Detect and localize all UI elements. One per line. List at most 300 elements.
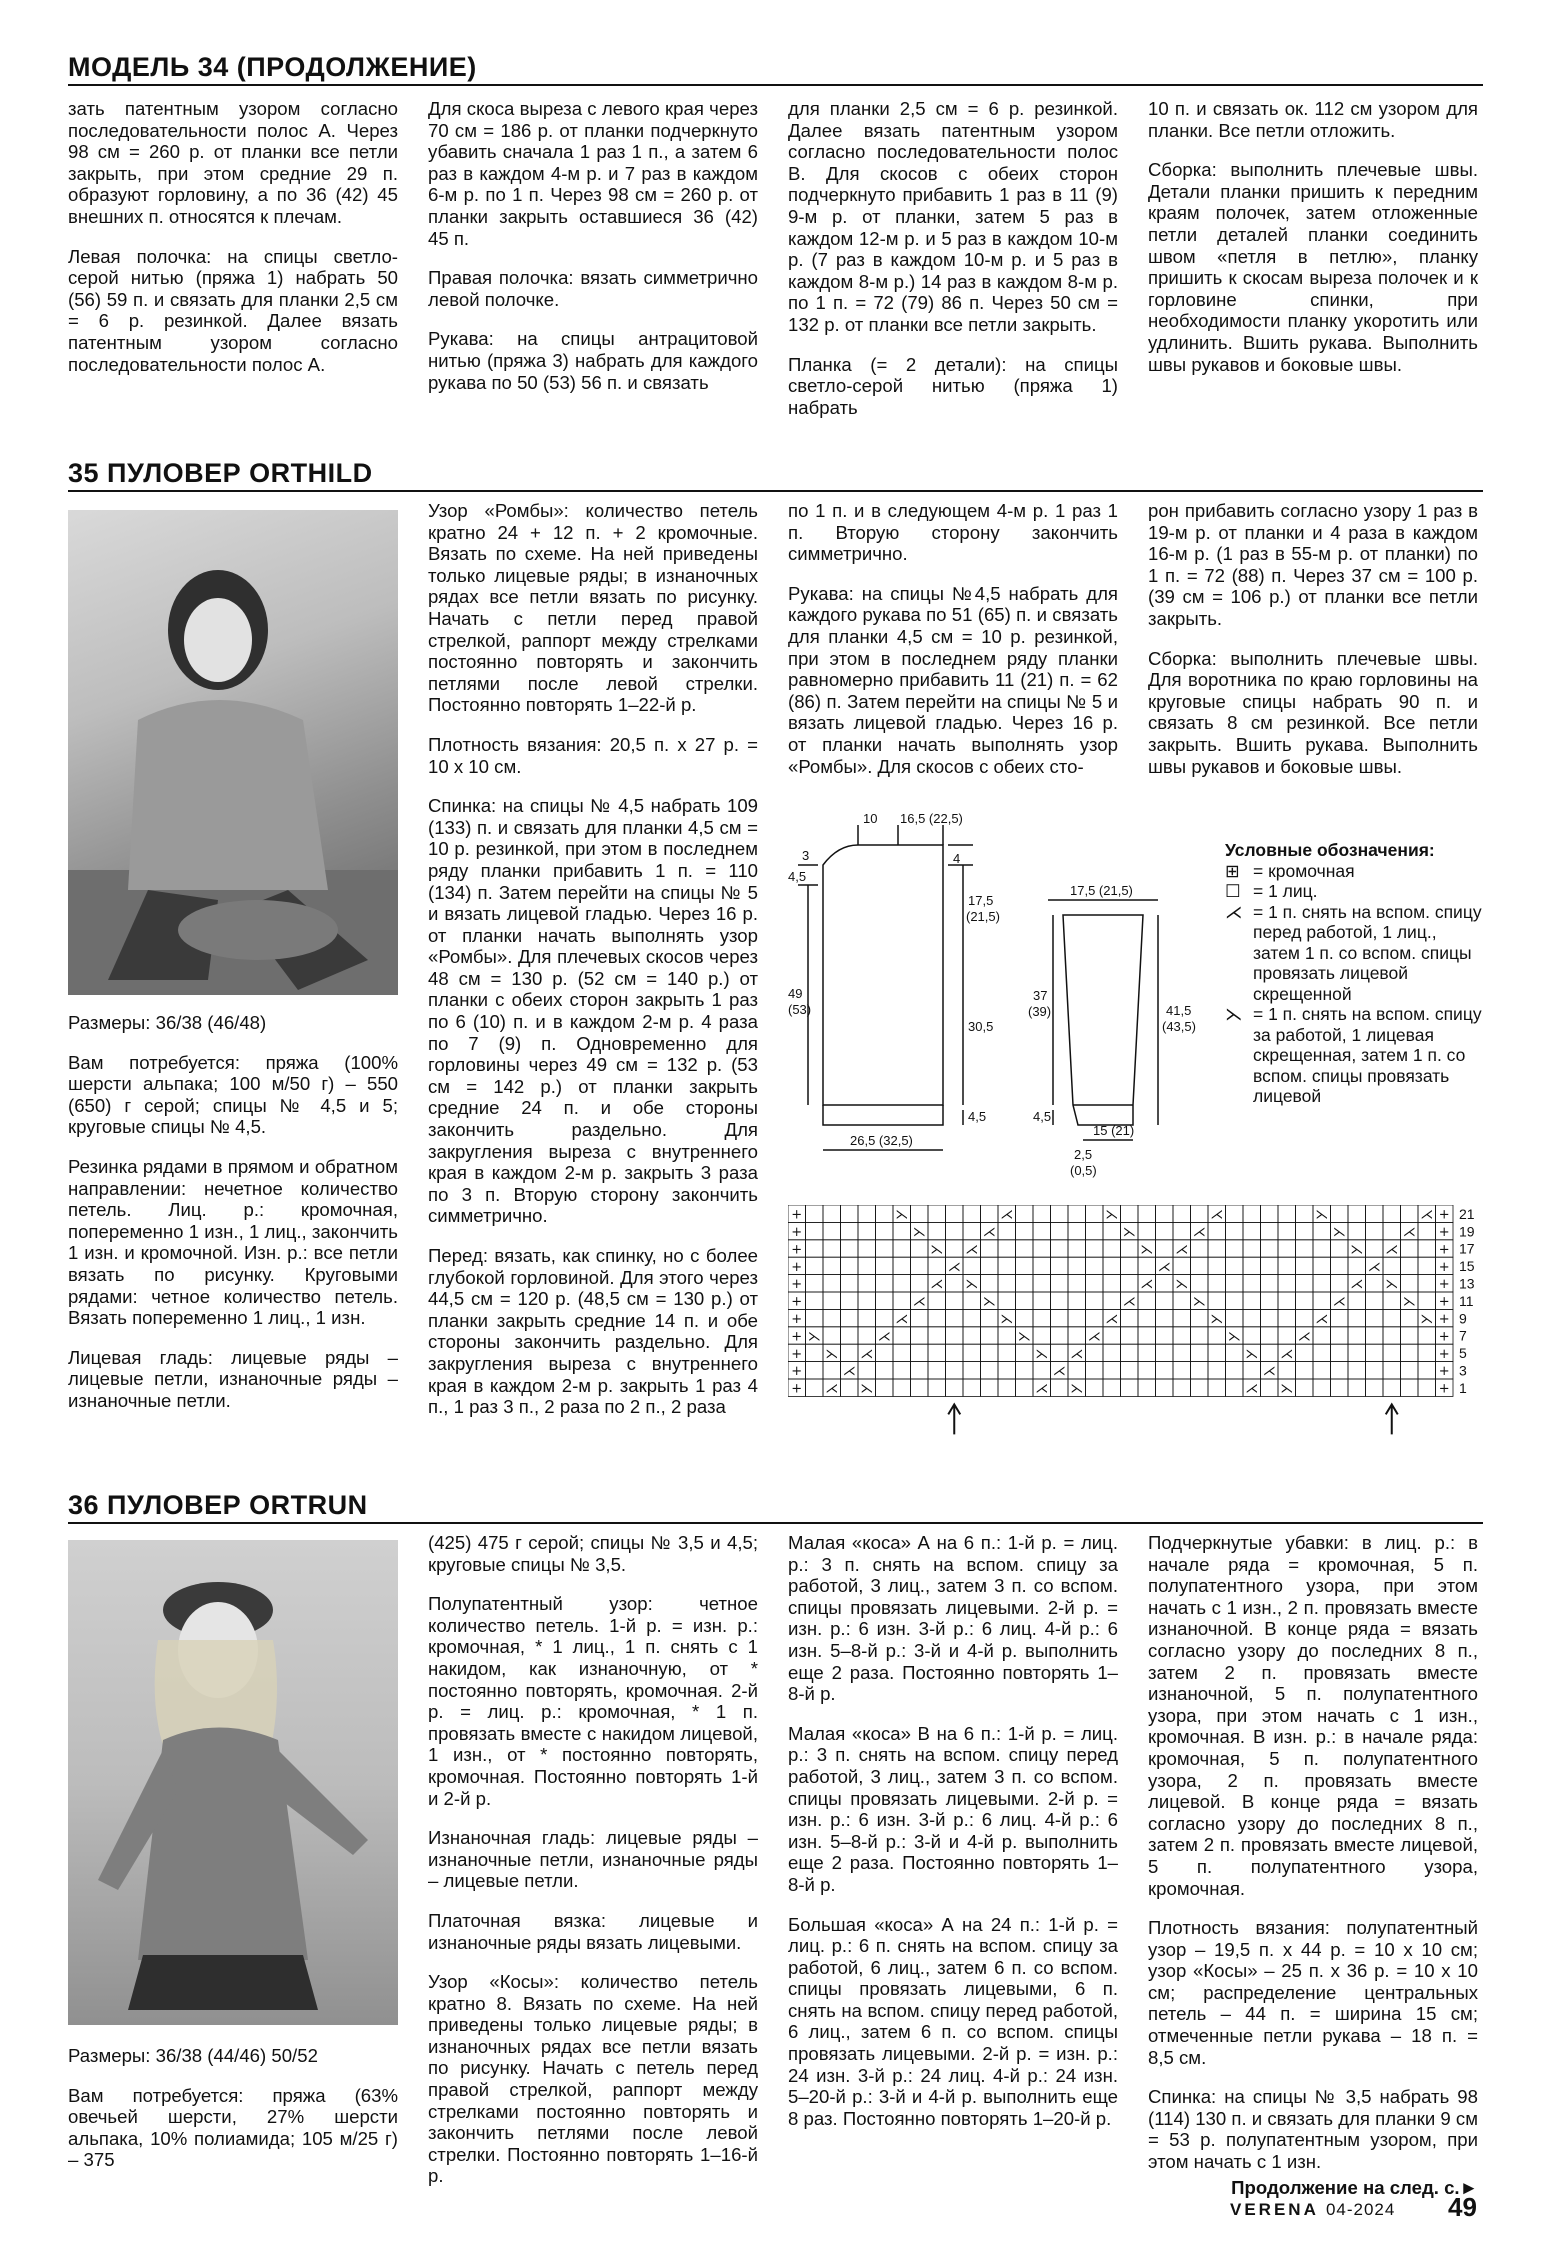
chart-cell bbox=[1348, 1292, 1366, 1309]
chart-cell bbox=[911, 1240, 929, 1257]
garment-schematic bbox=[788, 805, 1198, 1190]
selvedge-symbol-icon: + bbox=[1438, 1346, 1450, 1362]
paragraph: Для скоса выреза с левого края через 70 см = 186 р. от планки подчеркнуто убавить сначала 1 раз 1 п., а затем 6 раз в каждом 4-м р. и 7 раз в каждом 6-м р. по 1 п. Через 98 см = 260 р. от планки закрыть оставшиеся 36 (42) 45 п. bbox=[428, 98, 758, 249]
chart-cell bbox=[1191, 1257, 1209, 1274]
model-36-photo bbox=[68, 1540, 398, 2025]
chart-cell bbox=[823, 1205, 841, 1222]
paragraph: Подчеркнутые убавки: в лиц. р.: в начале ряда = кромочная, 5 п. полупатентного узора, при этом начать с 1 изн., 2 п. провязать вместе изнаночной. В конце ряда = вязать согласно узору до последних 8 п., затем 2 п. провязать вместе изнаночной, 5 п. полупатентного узора, при этом начать с 1 изн., кромочная. В изн. р.: в начале ряда: кромочная, 5 п. полупатентного узора, 2 п. провязать вместе лицевой. В конце ряда = вязать согласно узору до последних 8 п., затем 2 п. провязать вместе лицевой, 5 п. полупатентного узора, кромочная. bbox=[1148, 1532, 1478, 1899]
chart-cell bbox=[1401, 1205, 1419, 1222]
chart-cell bbox=[1191, 1362, 1209, 1379]
chart-cell bbox=[1366, 1275, 1384, 1292]
legend-item bbox=[1225, 881, 1485, 902]
cross-symbol-icon: ⋌ bbox=[842, 1364, 856, 1380]
selvedge-symbol-icon: + bbox=[791, 1364, 803, 1380]
paragraph: Вам потребуется: пряжа (63% овечьей шерсти, 27% шерсти альпака, 10% полиамида; 105 м/25 г) – 375 bbox=[68, 2084, 398, 2171]
cross-symbol-icon: ⋋ bbox=[1245, 1346, 1259, 1362]
chart-cell bbox=[998, 1362, 1016, 1379]
chart-cell bbox=[1226, 1344, 1244, 1361]
chart-cell bbox=[1068, 1205, 1086, 1222]
chart-cell bbox=[1103, 1275, 1121, 1292]
chart-cell bbox=[806, 1205, 824, 1222]
chart-cell bbox=[1086, 1344, 1104, 1361]
chart-cell bbox=[1243, 1292, 1261, 1309]
chart-cell bbox=[1191, 1344, 1209, 1361]
selvedge-symbol-icon: + bbox=[791, 1329, 803, 1345]
chart-cell bbox=[893, 1379, 911, 1396]
chart-cell bbox=[823, 1327, 841, 1344]
section-36-title: 36 ПУЛОВЕР ORTRUN bbox=[68, 1490, 368, 1520]
chart-cell bbox=[1121, 1257, 1139, 1274]
chart-cell bbox=[876, 1240, 894, 1257]
cross-symbol-icon: ⋋ bbox=[912, 1224, 926, 1240]
selvedge-symbol-icon: + bbox=[1438, 1329, 1450, 1345]
chart-cell bbox=[911, 1344, 929, 1361]
chart-cell bbox=[1103, 1379, 1121, 1396]
chart-cell bbox=[998, 1222, 1016, 1239]
legend-item bbox=[1225, 861, 1485, 882]
chart-cell bbox=[1191, 1309, 1209, 1326]
chart-cell bbox=[1156, 1327, 1174, 1344]
chart-cell bbox=[998, 1344, 1016, 1361]
dim-label: 10 bbox=[863, 811, 878, 826]
chart-cell bbox=[963, 1222, 981, 1239]
chart-cell bbox=[1051, 1379, 1069, 1396]
chart-cell bbox=[1103, 1257, 1121, 1274]
chart-cell bbox=[1226, 1257, 1244, 1274]
chart-cell bbox=[963, 1379, 981, 1396]
chart-cell bbox=[876, 1379, 894, 1396]
chart-row-number: 3 bbox=[1459, 1362, 1467, 1379]
paragraph: (425) 475 г серой; спицы № 3,5 и 4,5; круговые спицы № 3,5. bbox=[428, 1532, 758, 1575]
chart-cell bbox=[1016, 1309, 1034, 1326]
chart-cell bbox=[1051, 1222, 1069, 1239]
dim-label: (0,5) bbox=[1070, 1163, 1097, 1178]
section-36-col3 bbox=[788, 1532, 1118, 2147]
selvedge-symbol-icon: ⊞ bbox=[1225, 860, 1240, 881]
cross-symbol-icon: ⋋ bbox=[1210, 1311, 1224, 1327]
section-35-col4 bbox=[1148, 500, 1478, 795]
dim-label: (39) bbox=[1028, 1004, 1052, 1019]
chart-cell bbox=[1401, 1257, 1419, 1274]
dim-label: 4,5 bbox=[968, 1109, 987, 1124]
chart-cell bbox=[893, 1222, 911, 1239]
chart-cell bbox=[946, 1275, 964, 1292]
chart-cell bbox=[1033, 1257, 1051, 1274]
selvedge-symbol-icon: + bbox=[1438, 1294, 1450, 1310]
dim-label: 41,5 bbox=[1166, 1003, 1192, 1018]
chart-cell bbox=[1226, 1205, 1244, 1222]
cross-symbol-icon: ⋌ bbox=[1140, 1277, 1154, 1293]
dim-label: 4,5 bbox=[1033, 1109, 1052, 1124]
chart-cell bbox=[1366, 1327, 1384, 1344]
chart-cell bbox=[1016, 1240, 1034, 1257]
chart-cell bbox=[981, 1327, 999, 1344]
cross-symbol-icon: ⋋ bbox=[1105, 1207, 1119, 1223]
chart-cell bbox=[1243, 1275, 1261, 1292]
cross-symbol-icon: ⋌ bbox=[930, 1277, 944, 1293]
chart-cell bbox=[823, 1275, 841, 1292]
chart-cell bbox=[1278, 1205, 1296, 1222]
chart-cell bbox=[1243, 1327, 1261, 1344]
page-number: 49 bbox=[1448, 2192, 1477, 2222]
paragraph: Рукава: на спицы антрацитовой нитью (пряжа 3) набрать для каждого рукава по 50 (53) 56 п. и связать bbox=[428, 328, 758, 393]
chart-cell bbox=[1208, 1379, 1226, 1396]
chart-cell bbox=[1243, 1309, 1261, 1326]
chart-cell bbox=[1418, 1344, 1436, 1361]
chart-cell bbox=[1226, 1309, 1244, 1326]
sleeve-outline bbox=[1063, 915, 1143, 1125]
paragraph: Планка (= 2 детали): на спицы светло-серой нитью (пряжа 1) набрать bbox=[788, 353, 1118, 418]
chart-cell bbox=[1103, 1292, 1121, 1309]
chart-cell bbox=[1278, 1327, 1296, 1344]
chart-cell bbox=[1138, 1379, 1156, 1396]
chart-cell bbox=[1348, 1327, 1366, 1344]
selvedge-symbol-icon: + bbox=[1438, 1242, 1450, 1258]
chart-cell bbox=[1033, 1275, 1051, 1292]
dim-label: 4,5 bbox=[788, 869, 807, 884]
chart-cell bbox=[1051, 1309, 1069, 1326]
chart-cell bbox=[1383, 1344, 1401, 1361]
chart-cell bbox=[1418, 1222, 1436, 1239]
chart-cell bbox=[1401, 1344, 1419, 1361]
chart-cell bbox=[1418, 1240, 1436, 1257]
chart-cell bbox=[1051, 1205, 1069, 1222]
chart-cell bbox=[823, 1309, 841, 1326]
chart-cell bbox=[1086, 1240, 1104, 1257]
dim-label: 3 bbox=[802, 848, 810, 863]
chart-cell bbox=[1261, 1275, 1279, 1292]
chart-cell bbox=[1191, 1240, 1209, 1257]
chart-cell bbox=[928, 1257, 946, 1274]
chart-cell bbox=[893, 1362, 911, 1379]
cross-symbol-icon: ⋋ bbox=[1227, 1329, 1241, 1345]
selvedge-symbol-icon: + bbox=[791, 1224, 803, 1240]
chart-cell bbox=[1226, 1222, 1244, 1239]
section-35-col1 bbox=[68, 1012, 398, 1430]
chart-cell bbox=[1051, 1327, 1069, 1344]
dim-label: (53) bbox=[788, 1002, 812, 1017]
cross-symbol-icon: ⋌ bbox=[1420, 1207, 1434, 1223]
chart-cell bbox=[1383, 1205, 1401, 1222]
repeat-arrow-icon bbox=[1386, 1404, 1398, 1434]
chart-cell bbox=[1121, 1309, 1139, 1326]
selvedge-symbol-icon: + bbox=[1438, 1381, 1450, 1397]
chart-cell bbox=[1156, 1309, 1174, 1326]
chart-cell bbox=[1208, 1362, 1226, 1379]
chart-cell bbox=[1331, 1240, 1349, 1257]
chart-cell bbox=[823, 1292, 841, 1309]
cross-symbol-icon: ⋌ bbox=[1297, 1329, 1311, 1345]
paragraph: рон прибавить согласно узору 1 раз в 19-м р. от планки и 4 раза в каждом 16-м р. (1 раз в 55-м р. от планки) по 1 п. = 72 (88) п. Через 37 см = 100 р. (39 см = 106 р.) от планки все петли закрыть. bbox=[1148, 500, 1478, 629]
cross-symbol-icon: ⋌ bbox=[1035, 1381, 1049, 1397]
selvedge-symbol-icon: + bbox=[791, 1242, 803, 1258]
cross-symbol-icon: ⋌ bbox=[1402, 1224, 1416, 1240]
legend-text: = 1 лиц. bbox=[1253, 881, 1318, 901]
paragraph: Плотность вязания: 20,5 п. х 27 р. = 10 х 10 см. bbox=[428, 733, 758, 777]
legend-item bbox=[1225, 902, 1485, 1005]
chart-cell bbox=[1173, 1327, 1191, 1344]
chart-cell bbox=[1016, 1275, 1034, 1292]
section-34-col4 bbox=[1148, 98, 1478, 393]
cross-symbol-icon: ⋌ bbox=[1367, 1259, 1381, 1275]
chart-cell bbox=[893, 1240, 911, 1257]
chart-cell bbox=[928, 1379, 946, 1396]
cross-right-symbol-icon: ⋋ bbox=[1225, 1004, 1243, 1024]
chart-cell bbox=[1296, 1379, 1314, 1396]
cross-symbol-icon: ⋌ bbox=[1210, 1207, 1224, 1223]
chart-cell bbox=[893, 1292, 911, 1309]
chart-cell bbox=[1086, 1362, 1104, 1379]
chart-cell bbox=[1296, 1362, 1314, 1379]
chart-cell bbox=[1016, 1222, 1034, 1239]
chart-cell bbox=[1313, 1275, 1331, 1292]
legend-text: = 1 п. снять на вспом. спицу за работой, 1 лицевая скрещенная, затем 1 п. со вспом. спицы провязать лицевой bbox=[1253, 1004, 1482, 1106]
cross-symbol-icon: ⋋ bbox=[825, 1346, 839, 1362]
chart-cell bbox=[963, 1292, 981, 1309]
chart-cell bbox=[911, 1257, 929, 1274]
cross-symbol-icon: ⋋ bbox=[930, 1242, 944, 1258]
cross-symbol-icon: ⋌ bbox=[1262, 1364, 1276, 1380]
body-outline bbox=[823, 845, 943, 1105]
chart-cell bbox=[1191, 1205, 1209, 1222]
chart-cell bbox=[1068, 1309, 1086, 1326]
chart-cell bbox=[981, 1362, 999, 1379]
chart-cell bbox=[1418, 1257, 1436, 1274]
chart-cell bbox=[876, 1362, 894, 1379]
chart-cell bbox=[1261, 1205, 1279, 1222]
model-35-photo bbox=[68, 510, 398, 995]
chart-cell bbox=[911, 1309, 929, 1326]
cross-symbol-icon: ⋌ bbox=[825, 1381, 839, 1397]
chart-cell bbox=[928, 1362, 946, 1379]
chart-cell bbox=[1033, 1205, 1051, 1222]
chart-cell bbox=[1016, 1292, 1034, 1309]
chart-row-number: 5 bbox=[1459, 1345, 1467, 1362]
chart-cell bbox=[1401, 1240, 1419, 1257]
chart-cell bbox=[1173, 1257, 1191, 1274]
selvedge-symbol-icon: + bbox=[791, 1207, 803, 1223]
section-35-col2 bbox=[428, 500, 758, 1436]
chart-cell bbox=[1191, 1275, 1209, 1292]
chart-cell bbox=[1278, 1292, 1296, 1309]
cross-symbol-icon: ⋋ bbox=[1420, 1311, 1434, 1327]
chart-cell bbox=[1156, 1222, 1174, 1239]
chart-cell bbox=[998, 1257, 1016, 1274]
chart-cell bbox=[806, 1257, 824, 1274]
paragraph: Рукава: на спицы №4,5 набрать для каждого рукава по 51 (65) п. и связать для планки 4,5 см = 10 р. резинкой, при этом в последнем ряду планки равномерно прибавить 11 (21) п. = 62 (86) п. Затем перейти на спицы № 5 и вязать лицевой гладью. Через 16 р. от планки начать выполнять узор «Ромбы». Для скосов с обеих сто- bbox=[788, 582, 1118, 777]
cross-symbol-icon: ⋋ bbox=[860, 1381, 874, 1397]
chart-cell bbox=[1208, 1327, 1226, 1344]
cross-symbol-icon: ⋌ bbox=[1052, 1364, 1066, 1380]
chart-cell bbox=[1313, 1362, 1331, 1379]
chart-cell bbox=[981, 1275, 999, 1292]
chart-cell bbox=[806, 1240, 824, 1257]
chart-cell bbox=[1383, 1379, 1401, 1396]
chart-row-number: 19 bbox=[1459, 1223, 1475, 1240]
cross-symbol-icon: ⋋ bbox=[1122, 1224, 1136, 1240]
paragraph: Перед: вязать, как спинку, но с более глубокой горловиной. Для этого через 44,5 см = 120 р. (48,5 см = 130 р.) от планки закрыть средние 14 п. и обе стороны закончить раздельно. Для закругления выреза с внутреннего края в каждом 2-м р. закрыть 1 раз 4 п., 1 раз 3 п., 2 раза по 2 п., 2 раза bbox=[428, 1245, 758, 1418]
dim-label: 37 bbox=[1033, 988, 1048, 1003]
chart-cell bbox=[998, 1275, 1016, 1292]
chart-cell bbox=[963, 1327, 981, 1344]
chart-cell bbox=[1348, 1205, 1366, 1222]
chart-cell bbox=[1401, 1379, 1419, 1396]
dim-label: 17,5 (21,5) bbox=[1070, 883, 1133, 898]
chart-row-number: 15 bbox=[1459, 1258, 1475, 1275]
chart-cell bbox=[1016, 1344, 1034, 1361]
selvedge-symbol-icon: + bbox=[1438, 1259, 1450, 1275]
chart-cell bbox=[1331, 1344, 1349, 1361]
paragraph: Лицевая гладь: лицевые ряды – лицевые петли, изнаночные ряды – изнаночные петли. bbox=[68, 1346, 398, 1411]
chart-cell bbox=[841, 1292, 859, 1309]
chart-cell bbox=[1068, 1257, 1086, 1274]
paragraph: Резинка рядами в прямом и обратном направлении: нечетное количество петель. Лиц. р.: кромочная, попеременно 1 изн., 1 лиц., закончить 1 изн. и кромочной. Изн. р.: все петли вязать по рисунку. Круговыми рядами: четное количество петель. Вязать попеременно 1 лиц., 1 изн. bbox=[68, 1155, 398, 1329]
cross-symbol-icon: ⋌ bbox=[1087, 1329, 1101, 1345]
chart-cell bbox=[858, 1327, 876, 1344]
chart-cell bbox=[858, 1309, 876, 1326]
chart-cell bbox=[876, 1275, 894, 1292]
chart-cell bbox=[946, 1240, 964, 1257]
cross-symbol-icon: ⋌ bbox=[1105, 1311, 1119, 1327]
chart-cell bbox=[928, 1344, 946, 1361]
chart-cell bbox=[1313, 1344, 1331, 1361]
chart-cell bbox=[806, 1309, 824, 1326]
chart-cell bbox=[1068, 1362, 1086, 1379]
chart-cell bbox=[1121, 1379, 1139, 1396]
chart-cell bbox=[911, 1205, 929, 1222]
chart-cell bbox=[963, 1344, 981, 1361]
cross-symbol-icon: ⋋ bbox=[1175, 1277, 1189, 1293]
chart-cell bbox=[1208, 1222, 1226, 1239]
paragraph: Малая «коса» В на 6 п.: 1-й р. = лиц. р.: 3 п. снять на вспом. спицу перед работой, 3 лиц., затем 3 п. со вспом. спицы провязать лицевыми. 2-й р. = изн. р.: 6 изн. 3-й р.: 6 лиц. 4-й р.: 6 изн. 5–8-й р.: 3-й и 4-й р. выполнить еще 2 раза. Постоянно повторять 1–8-й р. bbox=[788, 1722, 1118, 1895]
chart-cell bbox=[841, 1327, 859, 1344]
chart-cell bbox=[946, 1379, 964, 1396]
chart-cell bbox=[1278, 1309, 1296, 1326]
chart-cell bbox=[1068, 1240, 1086, 1257]
legend-item bbox=[1225, 1004, 1485, 1107]
chart-cell bbox=[998, 1292, 1016, 1309]
chart-cell bbox=[963, 1205, 981, 1222]
chart-cell bbox=[1313, 1327, 1331, 1344]
chart-cell bbox=[981, 1379, 999, 1396]
chart-cell bbox=[1261, 1222, 1279, 1239]
chart-cell bbox=[1366, 1222, 1384, 1239]
chart-row-number: 1 bbox=[1459, 1379, 1467, 1396]
chart-cell bbox=[1086, 1205, 1104, 1222]
chart-cell bbox=[981, 1240, 999, 1257]
paragraph: Левая полочка: на спицы светло-серой нитью (пряжа 1) набрать 50 (56) 59 п. и связать для планки 2,5 см = 6 р. резинкой. Далее вязать патентным узором согласно последовательности полос А. bbox=[68, 245, 398, 375]
chart-cell bbox=[1051, 1344, 1069, 1361]
chart-cell bbox=[1366, 1379, 1384, 1396]
chart-cell bbox=[981, 1205, 999, 1222]
chart-cell bbox=[1331, 1205, 1349, 1222]
chart-cell bbox=[1208, 1292, 1226, 1309]
model-35-figure bbox=[68, 510, 398, 995]
cross-symbol-icon: ⋋ bbox=[1000, 1311, 1014, 1327]
chart-cell bbox=[1051, 1292, 1069, 1309]
chart-cell bbox=[1261, 1379, 1279, 1396]
chart-cell bbox=[1226, 1240, 1244, 1257]
selvedge-symbol-icon: + bbox=[1438, 1364, 1450, 1380]
selvedge-symbol-icon: + bbox=[791, 1277, 803, 1293]
chart-cell bbox=[876, 1292, 894, 1309]
section-34-rule bbox=[68, 84, 1483, 86]
chart-cell bbox=[998, 1240, 1016, 1257]
chart-cell bbox=[928, 1327, 946, 1344]
cross-symbol-icon: ⋌ bbox=[1070, 1346, 1084, 1362]
cross-symbol-icon: ⋌ bbox=[1350, 1277, 1364, 1293]
paragraph: Полупатентный узор: четное количество петель. 1-й р. = изн. р.: кромочная, * 1 лиц., 1 п. снять с 1 накидом, как изнаночную, от * постоянно повторять, кромочная. 2-й р. = лиц. р.: кромочная, * 1 п. провязать вместе с накидом лицевой, 1 изн., от * постоянно повторять, кромочная. Постоянно повторять 1-й и 2-й р. bbox=[428, 1593, 758, 1809]
paragraph: 10 п. и связать ок. 112 см узором для планки. Все петли отложить. bbox=[1148, 98, 1478, 141]
paragraph: Большая «коса» А на 24 п.: 1-й р. = лиц. р.: 6 п. снять на вспом. спицу за работой, 6 лиц., затем 6 п. со вспом. спицы провязать лицевыми, 6 п. снять на вспом. спицу перед работой, 6 лиц., затем 6 п. со вспом. спицы провязать лицевыми. 2-й р. = изн. р.: 24 изн. 3-й р.: 24 лиц. 4-й р.: 24 изн. 5–20-й р.: 3-й и 4-й р. выполнить еще 8 раз. Постоянно повторять 1–20-й р. bbox=[788, 1913, 1118, 2129]
dim-label: 26,5 (32,5) bbox=[850, 1133, 913, 1148]
cross-symbol-icon: ⋋ bbox=[1140, 1242, 1154, 1258]
chart-cell bbox=[1296, 1222, 1314, 1239]
chart-cell bbox=[876, 1205, 894, 1222]
paragraph: для планки 2,5 см = 6 р. резинкой. Далее вязать патентным узором согласно последовательности полос В. Для скосов с обеих сторон подчеркнуто прибавить 1 раз в 11 (9) 9-м р. от планки, затем 5 раз в каждом 12-м р. и 5 раз в каждом 10-м р. (7 раз в каждом 10-м р. и 5 раз в каждом 8-м р.) 14 раз в каждом 8-м р. по 1 п. = 72 (79) 86 п. Через 50 см = 132 р. от планки все петли закрыть. bbox=[788, 98, 1118, 335]
chart-cell bbox=[1243, 1222, 1261, 1239]
chart-cell bbox=[1331, 1257, 1349, 1274]
selvedge-symbol-icon: + bbox=[1438, 1311, 1450, 1327]
chart-cell bbox=[841, 1205, 859, 1222]
chart-cell bbox=[1033, 1240, 1051, 1257]
chart-cell bbox=[1068, 1292, 1086, 1309]
chart-cell bbox=[1261, 1292, 1279, 1309]
chart-cell bbox=[1173, 1292, 1191, 1309]
cross-symbol-icon: ⋌ bbox=[1157, 1259, 1171, 1275]
cross-symbol-icon: ⋌ bbox=[1385, 1242, 1399, 1258]
chart-cell bbox=[1418, 1362, 1436, 1379]
chart-cell bbox=[1348, 1222, 1366, 1239]
chart-cell bbox=[1313, 1257, 1331, 1274]
chart-cell bbox=[1383, 1309, 1401, 1326]
cross-symbol-icon: ⋌ bbox=[965, 1242, 979, 1258]
chart-row-number: 7 bbox=[1459, 1327, 1467, 1344]
cross-symbol-icon: ⋌ bbox=[982, 1224, 996, 1240]
chart-cell bbox=[1331, 1275, 1349, 1292]
chart-cell bbox=[1261, 1240, 1279, 1257]
chart-cell bbox=[911, 1362, 929, 1379]
chart-cell bbox=[1173, 1205, 1191, 1222]
cross-symbol-icon: ⋌ bbox=[947, 1259, 961, 1275]
chart-cell bbox=[1208, 1257, 1226, 1274]
continued-note: Продолжение на след. с.► bbox=[1231, 2176, 1478, 2198]
paragraph: Сборка: выполнить плечевые швы. Для воротника по краю горловины на круговые спицы набрать 90 п. и связать 8 см резинкой. Все петли закрыть. Вшить рукава. Выполнить швы рукавов и боковые швы. bbox=[1148, 647, 1478, 777]
chart-cell bbox=[806, 1292, 824, 1309]
dim-label: 17,5 bbox=[968, 893, 994, 908]
chart-cell bbox=[1208, 1275, 1226, 1292]
chart-cell bbox=[1296, 1344, 1314, 1361]
dim-label: (43,5) bbox=[1162, 1019, 1196, 1034]
chart-cell bbox=[893, 1257, 911, 1274]
chart-cell bbox=[1278, 1257, 1296, 1274]
chart-cell bbox=[1348, 1309, 1366, 1326]
chart-cell bbox=[928, 1205, 946, 1222]
cross-symbol-icon: ⋋ bbox=[1280, 1381, 1294, 1397]
chart-cell bbox=[806, 1379, 824, 1396]
selvedge-symbol-icon: + bbox=[1438, 1277, 1450, 1293]
chart-cell bbox=[1156, 1292, 1174, 1309]
chart-cell bbox=[946, 1309, 964, 1326]
chart-cell bbox=[1138, 1344, 1156, 1361]
chart-cell bbox=[893, 1344, 911, 1361]
cross-symbol-icon: ⋌ bbox=[1175, 1242, 1189, 1258]
chart-cell bbox=[1313, 1240, 1331, 1257]
chart-cell bbox=[823, 1257, 841, 1274]
cross-symbol-icon: ⋌ bbox=[1280, 1346, 1294, 1362]
cross-symbol-icon: ⋋ bbox=[807, 1329, 821, 1345]
chart-cell bbox=[911, 1327, 929, 1344]
